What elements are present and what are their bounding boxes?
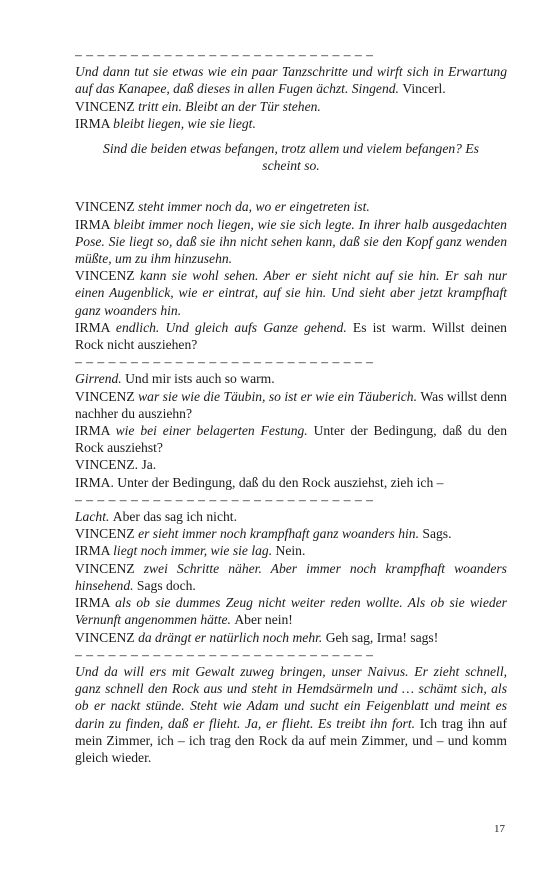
stage-direction: tritt ein. Bleibt an der Tür stehen. (138, 98, 321, 114)
dialogue-text: VINCENZ (75, 98, 139, 114)
dialogue-text: IRMA (75, 216, 114, 232)
dialogue-text: VINCENZ (75, 268, 141, 284)
text-paragraph (75, 63, 507, 97)
stage-direction: wie bei einer belagerten Festung. (115, 423, 314, 439)
text-paragraph (75, 525, 507, 542)
centered-stage-note (93, 140, 489, 174)
text-paragraph (75, 98, 507, 115)
stage-direction: zwei Schritte näher. Aber immer noch krampfhaft woanders hinsehend. (75, 560, 507, 593)
text-paragraph (75, 422, 507, 456)
text-paragraph (75, 474, 507, 491)
dialogue-text: Geh sag, Irma! sags! (325, 629, 439, 645)
dialogue-text: VINCENZ (75, 199, 139, 215)
dialogue-text: Ich trag ihn auf mein Zimmer, ich – ich trag den Rock da auf mein Zimmer, und – und komm gleich wieder. (75, 715, 507, 765)
dialogue-text: Was willst denn nachher du ausziehn? (75, 388, 507, 421)
dialogue-text: Aber nein! (234, 612, 293, 628)
text-paragraph (75, 663, 507, 766)
text-paragraph (75, 388, 507, 422)
text-paragraph (75, 115, 507, 132)
dialogue-text: IRMA (75, 115, 114, 131)
dialogue-text: Aber das sag ich nicht. (112, 509, 237, 525)
page-text (75, 46, 507, 766)
dialogue-text: VINCENZ (75, 629, 139, 645)
stage-direction: liegt noch immer, wie sie lag. (113, 543, 276, 559)
dialogue-text: IRMA (75, 423, 116, 439)
stage-direction: endlich. Und gleich aufs Ganze gehend. (115, 319, 353, 335)
dialogue-text: IRMA (75, 595, 116, 611)
dialogue-text: IRMA (75, 319, 116, 335)
page-number: 17 (494, 823, 505, 835)
stage-direction: kann sie wohl sehen. Aber er sieht nicht auf sie hin. Er sah nur einen Augenblick, wie er eintrat, auf sie hin. Und sieht aber jetzt krampfhaft ganz woanders hin. (75, 268, 507, 318)
dialogue-text: IRMA (75, 543, 114, 559)
text-paragraph (75, 508, 507, 525)
text-paragraph (75, 594, 507, 628)
dialogue-text: Sags. (422, 526, 452, 542)
text-paragraph (75, 456, 507, 473)
stage-direction: Sind die beiden etwas befangen, trotz allem und vielem befangen? Es scheint so. (103, 141, 479, 174)
dialogue-text: Es ist warm. Willst deinen Rock nicht ausziehen? (75, 319, 507, 353)
stage-direction: war sie wie die Täubin, so ist er wie ein Täuberich. (138, 388, 421, 404)
text-paragraph (75, 216, 507, 268)
stage-direction: steht immer noch da, wo er eingetreten ist. (138, 199, 370, 215)
dialogue-text: VINCENZ. Ja. (75, 457, 157, 473)
stage-direction: Lacht. (75, 509, 113, 525)
text-paragraph (75, 198, 507, 215)
stage-direction: Und da will ers mit Gewalt zuweg bringen, unser Naivus. Er zieht schnell, ganz schnell den Rock aus und steht in Hemdsärmeln und … schämt sich, als ob er nackt stünde. Steht wie Adam und sucht ein Feigenblatt und meint es darin zu finden, daß er flieht. Ja, er flieht. Es treibt ihn fort. (75, 663, 507, 731)
stage-direction: Girrend. (75, 371, 126, 387)
dialogue-text: VINCENZ (75, 526, 139, 542)
text-paragraph (75, 560, 507, 594)
scene-divider: – – – – – – – – – – – – – – – – – – – – – – – – – – – (75, 491, 374, 507)
scene-divider: – – – – – – – – – – – – – – – – – – – – – – – – – – – (75, 47, 374, 62)
stage-direction: bleibt immer noch liegen, wie sie sich legte. In ihrer halb ausgedachten Pose. Sie liegt so, daß sie ihn nicht sehen kann, daß sie den Kopf ganz wenden müßte, um zu ihm hinzusehn. (75, 216, 507, 267)
dialogue-text: VINCENZ (75, 388, 139, 404)
stage-direction: er sieht immer noch krampfhaft ganz woanders hin. (138, 526, 423, 542)
scene-divider: – – – – – – – – – – – – – – – – – – – – – – – – – – – (75, 646, 374, 662)
stage-direction: da drängt er natürlich noch mehr. (138, 629, 326, 645)
dialogue-text: VINCENZ (75, 560, 144, 576)
dialogue-text: Nein. (275, 543, 306, 559)
scene-divider: – – – – – – – – – – – – – – – – – – – – – – – – – – – (75, 354, 374, 370)
dialogue-text: IRMA. Unter der Bedingung, daß du den Rock ausziehst, zieh ich – (75, 474, 444, 490)
stage-direction: bleibt liegen, wie sie liegt. (113, 115, 256, 131)
text-paragraph (75, 319, 507, 353)
text-paragraph (75, 629, 507, 646)
text-paragraph (75, 370, 507, 387)
dialogue-text: Unter der Bedingung, daß du den Rock ausziehst? (75, 423, 507, 456)
text-paragraph (75, 267, 507, 319)
stage-direction: als ob sie dummes Zeug nicht weiter reden wollte. Als ob sie wieder Vernunft angenommen hätte. (75, 595, 507, 628)
dialogue-text: Vincerl. (402, 81, 446, 97)
dialogue-text: Sags doch. (136, 577, 196, 593)
text-paragraph (75, 542, 507, 559)
stage-direction: Und dann tut sie etwas wie ein paar Tanzschritte und wirft sich in Erwartung auf das Kanapee, daß dieses in allen Fugen ächzt. Singend. (75, 64, 507, 97)
dialogue-text: Und mir ists auch so warm. (125, 371, 275, 387)
